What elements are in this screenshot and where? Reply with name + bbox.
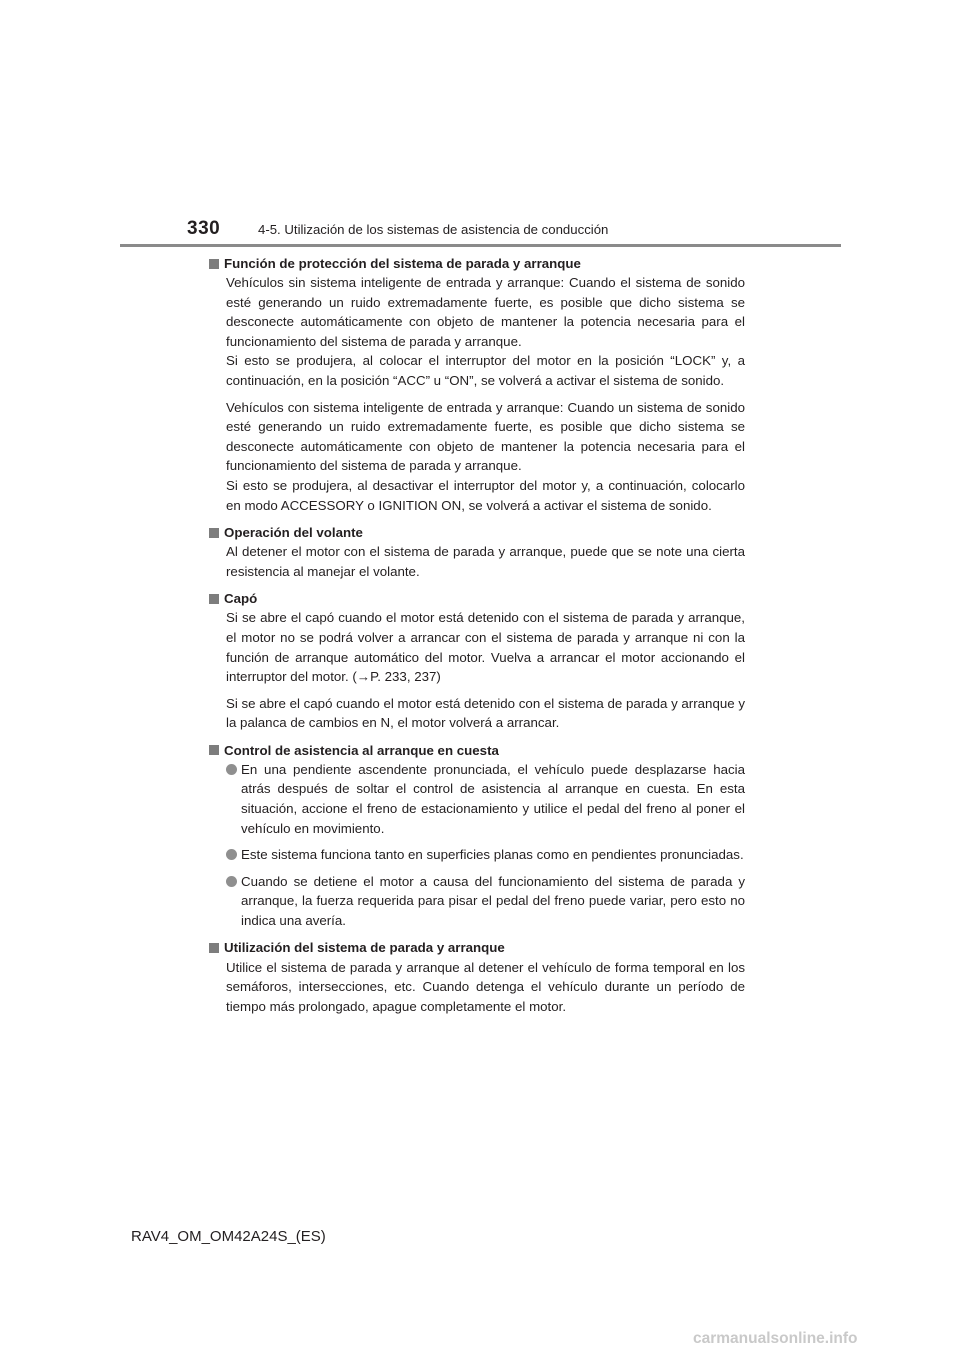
topic-heading-text: Control de asistencia al arranque en cuesta [224,742,499,758]
manual-code: RAV4_OM_OM42A24S_(ES) [131,1228,326,1245]
square-bullet-icon [209,594,219,604]
paragraph-line: Si esto se produjera, al desactivar el interruptor del motor y, a continuación, colocarlo en modo ACCESSORY o IGNITION ON, se volverá a activar el sistema de sonido. [226,477,745,513]
topic-heading-text: Operación del volante [224,524,363,540]
topic-hood [209,589,745,733]
bullet-item [226,872,745,931]
header-divider [120,244,841,247]
section-title: 4-5. Utilización de los sistemas de asistencia de conducción [258,222,609,237]
paragraph [226,398,745,516]
paragraph: Si se abre el capó cuando el motor está detenido con el sistema de parada y arranque, el motor no se podrá volver a arrancar con el sistema de parada y arranque ni con la función de arranque automático del motor. Vuelva a arrancar el motor accionando el interruptor del motor. (→P. 233, 237) [226,610,745,685]
bullet-item [226,760,745,838]
topic-heading [209,523,745,542]
paragraph: Utilice el sistema de parada y arranque al detener el vehículo de forma temporal en los semáforos, intersecciones, etc. Cuando detenga el vehículo durante un período de tiempo más prolongado, apague completamente el motor. [226,959,745,1014]
circle-bullet-icon [226,849,237,860]
square-bullet-icon [209,943,219,953]
square-bullet-icon [209,259,219,269]
bullet-text: Cuando se detiene el motor a causa del funcionamiento del sistema de parada y arranque, la fuerza requerida para pisar el pedal del freno puede variar, pero esto no indica una avería. [241,873,745,929]
paragraph: Si se abre el capó cuando el motor está detenido con el sistema de parada y arranque y la palanca de cambios en N, el motor volverá a arrancar. [226,695,745,731]
bullet-text: En una pendiente ascendente pronunciada, el vehículo puede desplazarse hacia atrás después de soltar el control de asistencia al arranque en cuesta. En esta situación, accione el freno de estacionamiento y utilice el pedal del freno al poner el vehículo en movimiento. [241,761,745,836]
circle-bullet-icon [226,764,237,775]
circle-bullet-icon [226,876,237,887]
topic-stop-start-usage [209,939,745,1017]
page-number: 330 [187,218,221,239]
topic-hill-start-assist [209,741,745,931]
paragraph-line: Vehículos con sistema inteligente de entrada y arranque: Cuando un sistema de sonido esté generando un ruido extremadamente fuerte, es posible que dicho sistema se desconecte automáticamente con objeto de mantener la potencia necesaria para el funcionamiento del sistema de parada y arranque. [226,399,745,474]
topic-heading-text: Utilización del sistema de parada y arranque [224,940,505,956]
topic-heading [209,589,745,608]
topic-heading-text: Capó [224,591,258,607]
topic-heading-text: Función de protección del sistema de parada y arranque [224,255,581,271]
watermark[interactable]: carmanualsonline.info [693,1330,858,1347]
paragraph-line: Vehículos sin sistema inteligente de entrada y arranque: Cuando el sistema de sonido esté generando un ruido extremadamente fuerte, es posible que dicho sistema se desconecte automáticamente con objeto de mantener la potencia necesaria para el funcionamiento del sistema de parada y arranque. [226,275,745,349]
topic-heading [209,741,745,760]
topic-heading [209,254,745,273]
page-header [0,0,960,250]
paragraph [226,273,745,391]
topic-stop-start-protection [209,254,745,515]
paragraph-line: Si esto se produjera, al colocar el interruptor del motor en la posición “LOCK” y, a continuación, en la posición “ACC” u “ON”, se volverá a activar el sistema de sonido. [226,353,745,388]
topic-heading [209,939,745,958]
square-bullet-icon [209,745,219,755]
topic-steering-operation [209,523,745,581]
paragraph: Al detener el motor con el sistema de parada y arranque, puede que se note una cierta resistencia al manejar el volante. [226,544,745,579]
square-bullet-icon [209,528,219,538]
bullet-text: Este sistema funciona tanto en superficies planas como en pendientes pronunciadas. [241,847,744,863]
bullet-item [226,845,745,865]
page-content [209,254,745,1024]
